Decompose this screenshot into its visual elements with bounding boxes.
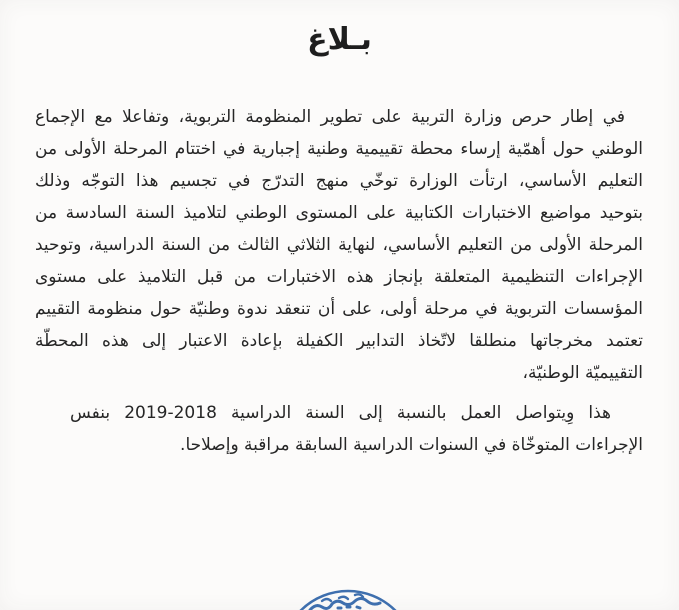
document-body — [35, 101, 643, 461]
text-line: هذا وِيتواصل العمل بالنسبة إلى السنة الدراسية ‭2019-2018‬ بنفس — [70, 403, 611, 423]
text-line: التقييميّة الوطنيّة، — [522, 363, 643, 383]
paragraph-1 — [35, 101, 643, 389]
official-round-stamp-icon — [278, 588, 418, 610]
text-line: تعتمد مخرجاتها منطلقا لاتّخاذ التدابير الكفيلة بإعادة الاعتبار إلى هذه المحطّة — [35, 331, 643, 351]
text-line: الإجراءات التنظيمية المتعلقة بإنجاز هذه الاختبارات من قبل التلاميذ على مستوى — [35, 267, 643, 287]
stamp-calligraphy-stroke — [338, 607, 360, 608]
stamp-calligraphy-stroke — [310, 599, 380, 610]
text-line: في إطار حرص وزارة التربية على تطوير المنظومة التربوية، وتفاعلا مع الإجماع — [35, 107, 625, 127]
text-line: بتوحيد مواضيع الاختبارات الكتابية على المستوى الوطني لتلاميذ السنة السادسة من — [35, 203, 643, 223]
text-line: المؤسسات التربوية في مرحلة أولى، على أن تنعقد ندوة وطنيّة حول منظومة التقييم — [35, 299, 643, 319]
text-line: المرحلة الأولى من التعليم الأساسي، لنهاية الثلاثي الثالث من السنة الدراسية، وتوحيد — [35, 235, 643, 255]
paragraph-2 — [35, 397, 643, 461]
text-line: الإجراءات المتوخّاة في السنوات الدراسية السابقة مراقبة وإصلاحا. — [180, 435, 643, 455]
text-line: الوطني حول أهمّية إرساء محطة تقييمية وطنية إجبارية في اختتام المرحلة الأولى من — [35, 139, 643, 159]
page-title: بـلاغ — [307, 22, 372, 57]
text-line: التعليم الأساسي، ارتأت الوزارة توخّي منهج التدرّج في تجسيم هذا التوجّه وذلك — [35, 171, 643, 191]
